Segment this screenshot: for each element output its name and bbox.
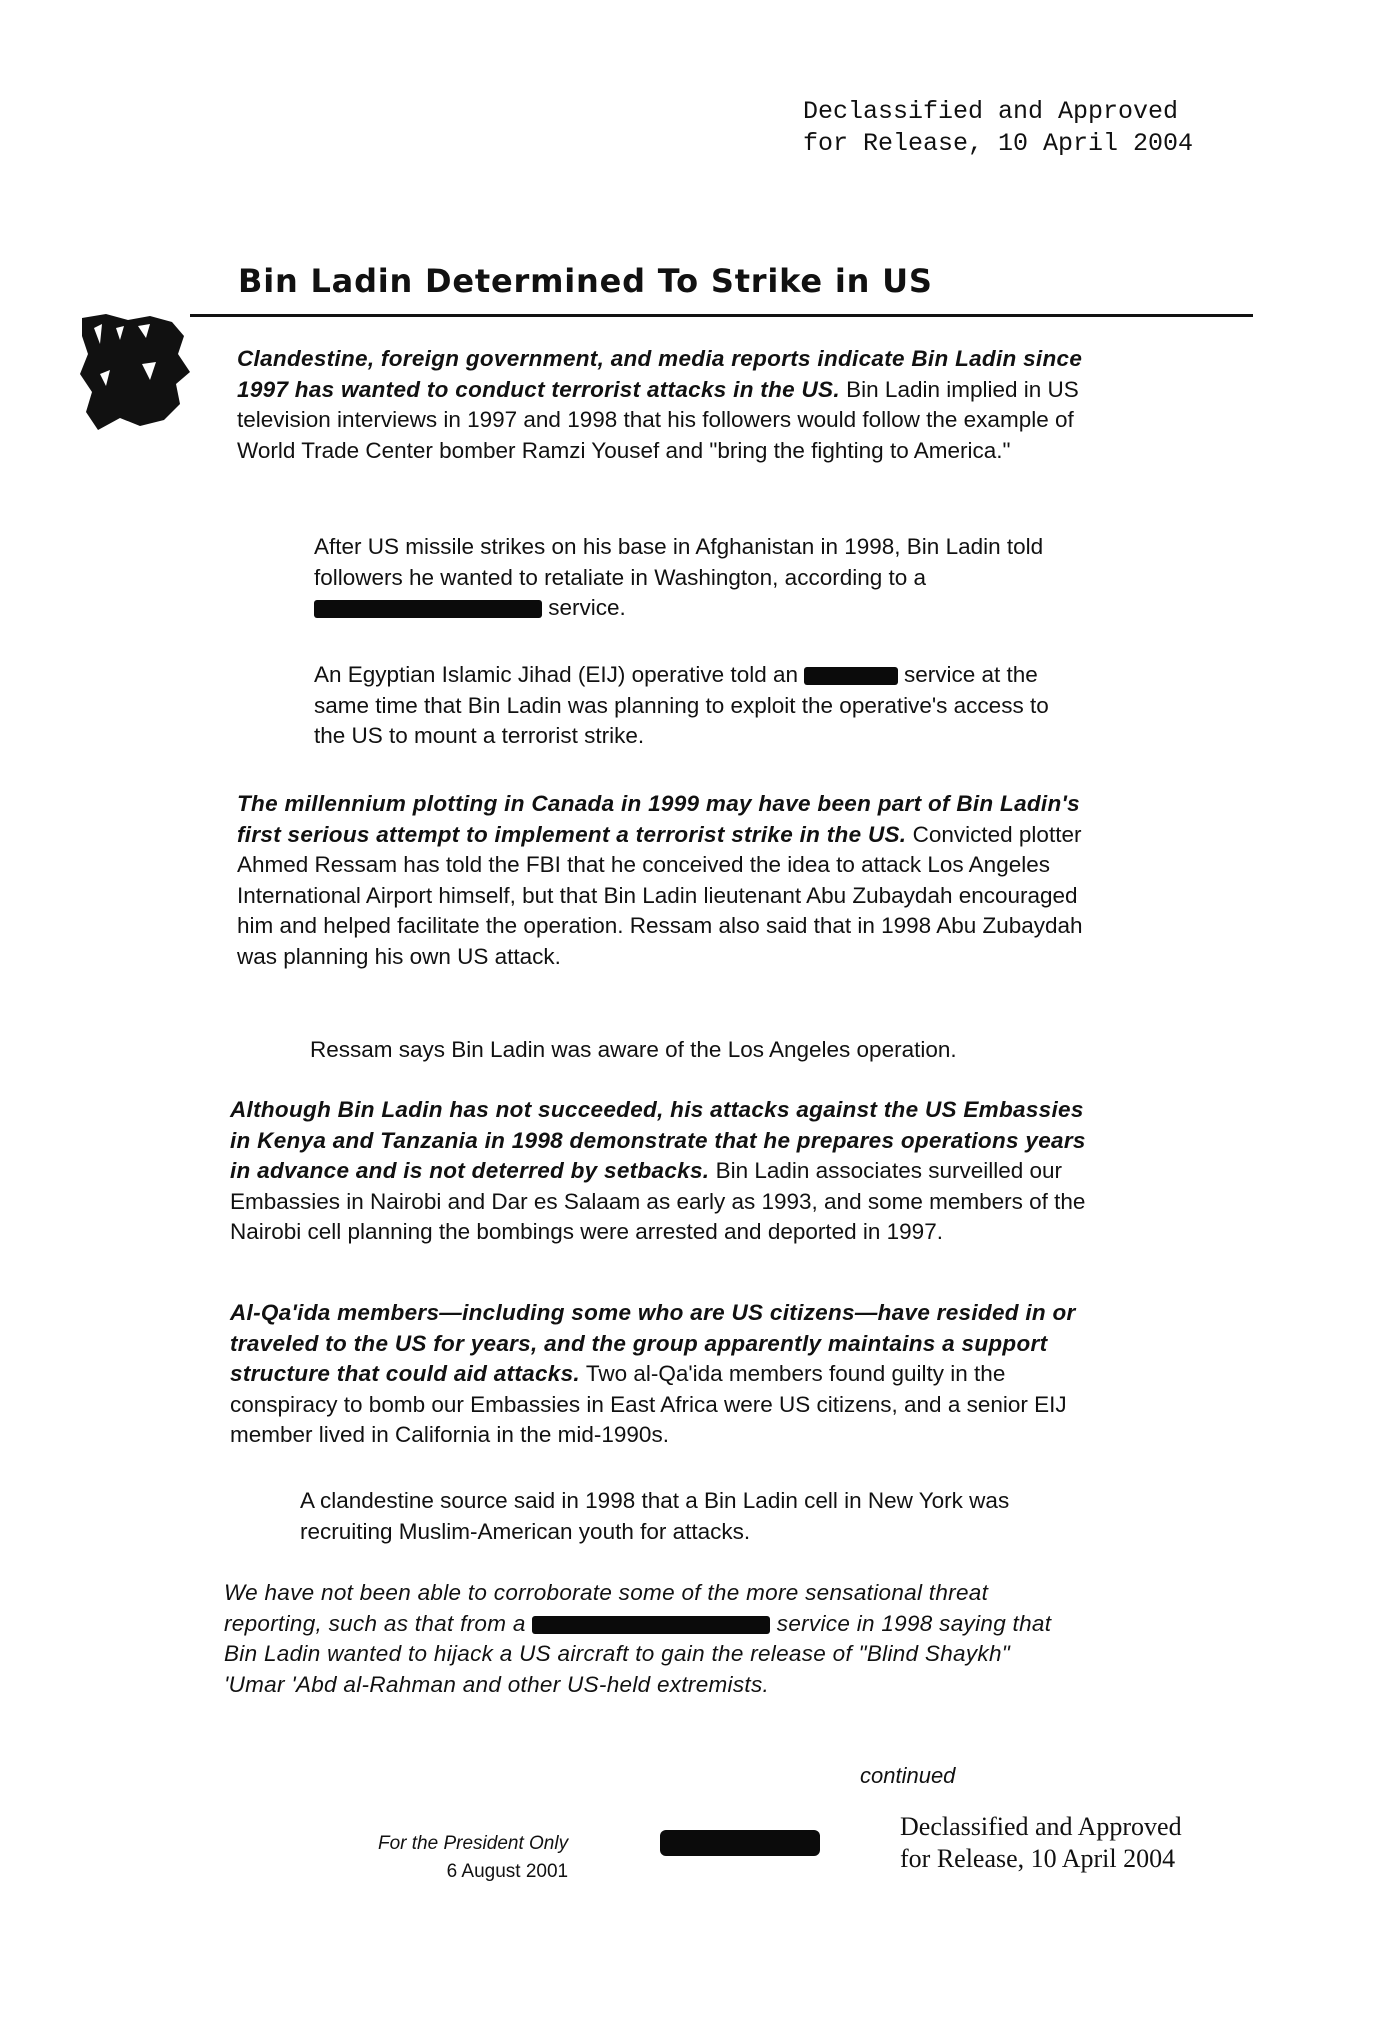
indented-paragraph-4 [300,1486,1060,1547]
paragraph-1-body: Bin Ladin implied in US television interviews in 1997 and 1998 that his followers would follow the example of World Trade Center bomber Ramzi Yousef and "bring the fighting to America." [237,376,1079,463]
paragraph-4-lead: Al-Qa'ida members—including some who are US citizens—have resided in or traveled to the US for years, and the group apparently maintains a support structure that could aid attacks. [230,1300,1076,1386]
redaction-bar [532,1616,770,1634]
paragraph-1 [237,344,1097,466]
paragraph-3 [230,1095,1090,1248]
paragraph-4 [230,1298,1090,1451]
title-rule [190,314,1253,317]
paragraph-1-lead: Clandestine, foreign government, and media reports indicate Bin Ladin since 1997 has wanted to conduct terrorist attacks in the US. [237,346,1083,402]
document-title: Bin Ladin Determined To Strike in US [238,262,933,300]
redaction-bar [314,600,542,618]
paragraph-5-post: service in 1998 saying that Bin Ladin wanted to hijack a US aircraft to gain the release of "Blind Shaykh" 'Umar 'Abd al-Rahman and other US-held extremists. [224,1610,1052,1697]
paragraph-2-body: Convicted plotter Ahmed Ressam has told the FBI that he conceived the idea to attack Los Angeles International Airport himself, but that Bin Ladin lieutenant Abu Zubaydah encouraged him and helped facilitate the operation. Ressam also said that in 1998 Abu Zubaydah was planning his own US attack. [237,821,1083,969]
indented-1-text: After US missile strikes on his base in Afghanistan in 1998, Bin Ladin told followers he wanted to retaliate in Washington, according to a [314,534,1044,590]
declassified-stamp-top [803,96,1193,160]
indented-1-post: service. [548,595,626,620]
indented-3-text: Ressam says Bin Ladin was aware of the Los Angeles operation. [310,1037,957,1062]
stamp-bottom-line2: for Release, 10 April 2004 [900,1844,1176,1873]
paragraph-3-lead: Although Bin Ladin has not succeeded, his attacks against the US Embassies in Kenya and Tanzania in 1998 demonstrate that he prepares operations years in advance and is not deterred by setbacks. [230,1097,1086,1183]
indented-paragraph-1 [314,532,1074,624]
footer-redaction-bar [660,1830,820,1856]
classification-marking-blot [80,314,200,432]
indented-paragraph-3 [310,1035,1070,1066]
stamp-bottom-line1: Declassified and Approved [900,1812,1182,1841]
continued-label: continued [860,1763,956,1788]
paragraph-2 [237,789,1097,972]
stamp-top-line2: for Release, 10 April 2004 [803,129,1194,158]
redaction-bar [804,667,898,685]
indented-2-text: An Egyptian Islamic Jihad (EIJ) operative told an [314,662,798,687]
stamp-top-line1: Declassified and Approved [803,97,1179,126]
paragraph-4-body: Two al-Qa'ida members found guilty in the conspiracy to bomb our Embassies in East Africa were US citizens, and a senior EIJ member lived in California in the mid-1990s. [230,1361,1067,1447]
paragraph-5 [224,1578,1054,1700]
footer-caveat [378,1830,568,1886]
paragraph-3-body: Bin Ladin associates surveilled our Embassies in Nairobi and Dar es Salaam as early as 1993, and some members of the Nairobi cell planning the bombings were arrested and deported in 1997. [230,1158,1086,1244]
paragraph-2-lead: The millennium plotting in Canada in 1999 may have been part of Bin Ladin's first serious attempt to implement a terrorist strike in the US. [237,791,1080,847]
footer-line2: 6 August 2001 [446,1861,569,1882]
declassified-stamp-bottom [900,1811,1182,1875]
indented-paragraph-2 [314,660,1074,752]
indented-2-post: service at the same time that Bin Ladin was planning to exploit the operative's access to the US to mount a terrorist strike. [314,662,1049,748]
indented-4-text: A clandestine source said in 1998 that a Bin Ladin cell in New York was recruiting Muslim-American youth for attacks. [300,1488,1010,1544]
paragraph-5-text: We have not been able to corroborate some of the more sensational threat reporting, such as that from a [224,1580,989,1636]
footer-line1: For the President Only [378,1833,569,1854]
